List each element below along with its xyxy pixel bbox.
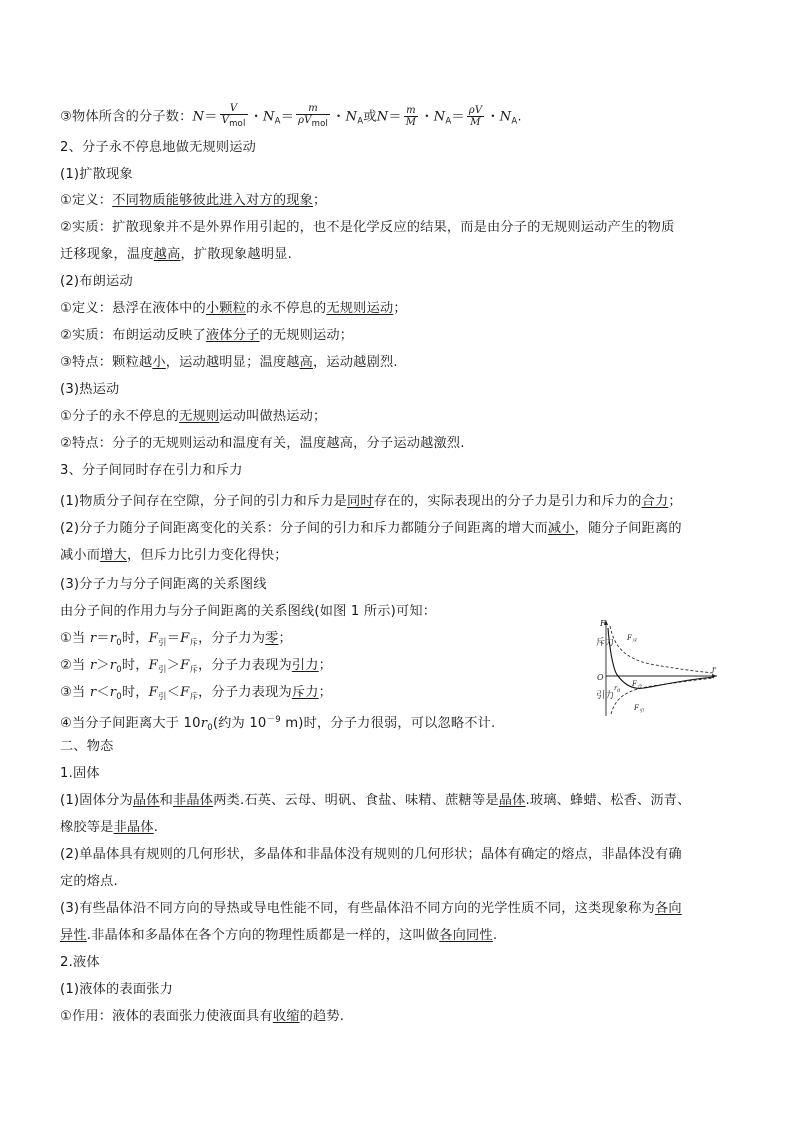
paragraph-line: (2)分子力随分子间距离变化的关系：分子间的引力和斥力都随分子间距离的增大而减小，随分子间距离的 — [60, 521, 682, 536]
f-net-label: $F_合$ — [632, 680, 642, 690]
molecule-count-formula: ③物体所含的分子数：N＝ $\frac{V}{V_{mol}}$ ・$N_A=$ $\frac{m}{\rho V_{mol}}$ ・$N_A$或N＝ $\frac{m}{M}$ ・$N_A=$ $\frac{\rho V}{M}$ ・$N_A$. — [60, 103, 522, 129]
f-attraction-label: $F_引$ — [634, 704, 644, 714]
paragraph-line: (1)物质分子间存在空隙，分子间的引力和斥力是同时存在的，实际表现出的分子力是引力和斥力的合力； — [60, 494, 682, 509]
f-repulsion-label: $F_斥$ — [627, 634, 637, 644]
paragraph-line: ②特点：分子的无规则运动和温度有关，温度越高，分子运动越激烈. — [60, 436, 465, 451]
paragraph-line: ②实质：布朗运动反映了液体分子的无规则运动； — [60, 328, 354, 343]
paragraph-line: 橡胶等是非晶体. — [60, 820, 159, 835]
r-axis-label: r — [712, 665, 716, 674]
subsection-heading: (3)热运动 — [60, 382, 120, 397]
paragraph-line: 迁移现象，温度越高，扩散现象越明显. — [60, 247, 292, 262]
paragraph-line: ①作用：液体的表面张力使液面具有收缩的趋势. — [60, 1009, 345, 1024]
subsection-heading: 2.液体 — [60, 955, 100, 970]
subsection-heading: 1.固体 — [60, 766, 100, 781]
section-heading: 3、分子间同时存在引力和斥力 — [60, 463, 243, 478]
paragraph-line: ①分子的永不停息的无规则运动叫做热运动； — [60, 409, 327, 424]
paragraph-line: (3)有些晶体沿不同方向的导热或导电性能不同，有些晶体沿不同方向的光学性质不同，这类现象称为各向 — [60, 901, 682, 916]
attraction-axis-label: 引力 — [596, 691, 615, 701]
molecular-force-diagram — [592, 618, 724, 718]
paragraph-line: 减小而增大，但斥力比引力变化得快； — [60, 548, 288, 563]
paragraph-line: 异性.非晶体和多晶体在各个方向的物理性质都是一样的，这叫做各向同性. — [60, 928, 498, 943]
fraction-m-over-M: $\frac{m}{M}$ — [405, 105, 417, 128]
fraction-m-over-rho-vmol: $\frac{m}{\rho V_{mol}}$ — [298, 103, 329, 129]
subsection-heading: (2)布朗运动 — [60, 274, 133, 289]
condition-line: ③当 $r<r_0$时，$F_引<F_斥$，分子力表现为斥力； — [60, 685, 333, 702]
repulsion-axis-label: 斥力 — [596, 638, 615, 648]
paragraph-line: ③特点：颗粒越小，运动越明显；温度越高，运动越剧烈. — [60, 355, 398, 370]
subsection-heading: (1)扩散现象 — [60, 167, 133, 182]
repulsion-curve — [610, 626, 714, 673]
origin-label: O — [597, 673, 604, 682]
fraction-v-over-vmol: $\frac{V}{V_{mol}}$ — [221, 103, 246, 129]
paragraph-line: (1)固体分为晶体和非晶体两类.石英、云母、明矾、食盐、味精、蔗糖等是晶体.玻璃、蜂蜡、松香、沥青、 — [60, 793, 691, 808]
fraction-rho-v-over-M: $\frac{\rho V}{M}$ — [468, 105, 483, 128]
subsection-heading: (1)液体的表面张力 — [60, 982, 173, 997]
paragraph-line: ②实质：扩散现象并不是外界作用引起的，也不是化学反应的结果，而是由分子的无规则运动产生的物质 — [60, 220, 675, 235]
f-axis-label: F — [600, 619, 606, 628]
r0-label: $r_0$ — [614, 684, 621, 694]
paragraph-line: ①定义：悬浮在液体中的小颗粒的永不停息的无规则运动； — [60, 301, 407, 316]
paragraph-line: ①定义：不同物质能够彼此进入对方的现象； — [60, 193, 327, 208]
paragraph-line: 由分子间的作用力与分子间距离的关系图线(如图 1 所示)可知： — [60, 604, 437, 619]
paragraph-line: (2)单晶体具有规则的几何形状，多晶体和非晶体没有规则的几何形状；晶体有确定的熔点，非晶体没有确 — [60, 847, 682, 862]
net-force-curve — [608, 628, 714, 688]
paragraph-line: 定的熔点. — [60, 874, 118, 889]
subsection-heading: (3)分子力与分子间距离的关系图线 — [60, 577, 267, 592]
section-heading: 2、分子永不停息地做无规则运动 — [60, 140, 257, 155]
attraction-curve — [611, 678, 714, 714]
condition-line: ④当分子间距离大于 $10r_0$(约为 $10^{-9}$ m)时，分子力很弱，可以忽略不计. — [60, 715, 496, 733]
section-heading: 二、物态 — [60, 739, 114, 754]
condition-line: ②当 $r>r_0$时，$F_引>F_斥$，分子力表现为引力； — [60, 658, 333, 675]
condition-line: ①当 $r=r_0$时，$F_引=F_斥$，分子力为零； — [60, 631, 292, 648]
